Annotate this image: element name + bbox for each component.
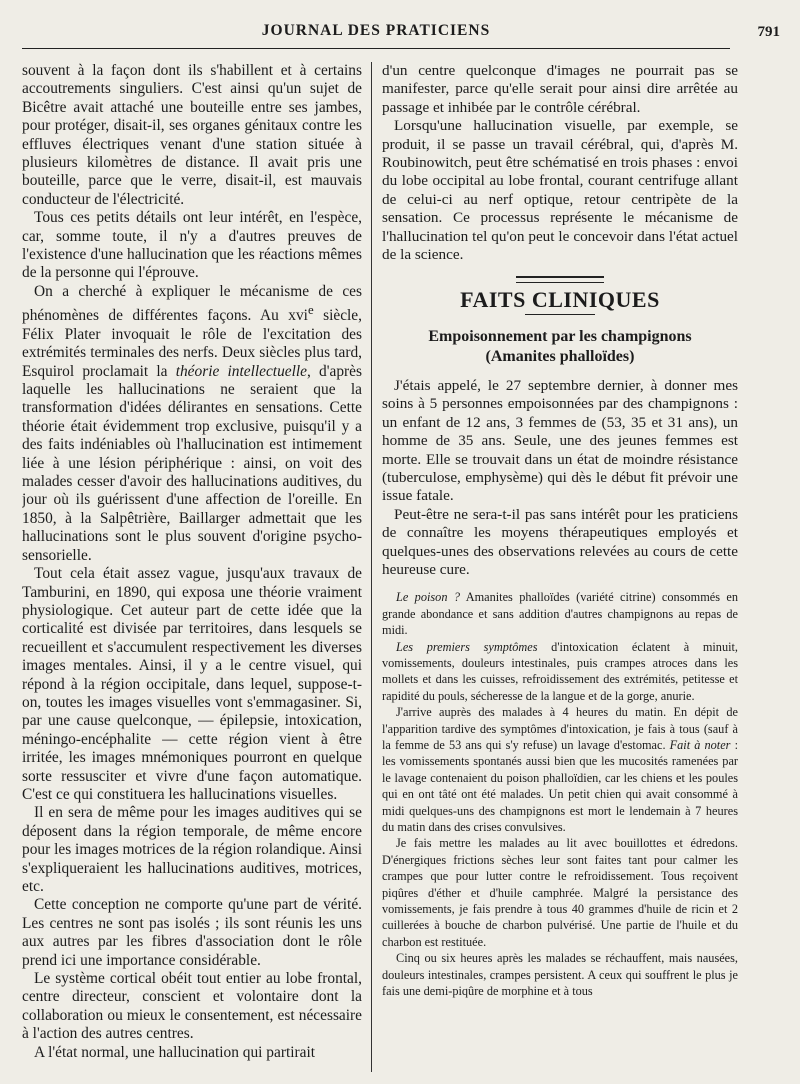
observation-paragraph <box>382 589 738 638</box>
text-run: Amanites phalloïdes (variété citrine) consommés en grande abondance et sans addition d'autres champignons au repas de midi. <box>382 590 738 638</box>
article-title <box>382 327 738 367</box>
text-run: : les vomissements spontanés aussi bien que les mucosités ramenées par le lavage contenaient du poison phalloïdien, car les chiens et les poules qui en ont tâté ont été malades. Un petit chien qui avait consommé à midi quelques-uns des champignons est mort le lendemain à 7 heures du matin dans des crises convulsives. <box>382 738 738 835</box>
page-header <box>22 18 780 49</box>
italic-term: Fait à noter <box>669 738 731 752</box>
right-column <box>382 62 738 1072</box>
column-divider <box>371 62 372 1072</box>
paragraph: Tous ces petits détails ont leur intérêt, en l'espèce, car, somme toute, il n'y a d'autres preuves de l'existence d'une hallucination que les réactions mêmes de la personne qui l'éprouve. <box>22 209 362 282</box>
paragraph <box>22 283 362 565</box>
text-run: , d'après laquelle les hallucinations ne seraient que la transformation d'idées délirantes en sensations. Cette théorie était évidemment trop exclusive, puisqu'il y a des faits indéniables où l'hallucination est intimement liée à une lésion périphérique : ainsi, on voit des malades cesser d'avoir des hallucinations auditives, du jour où ils guérissent d'une affection de l'oreille. En 1850, à la Salpêtrière, Baillarger admettait que les hallucinations sont le plus souvent d'origine psycho-sensorielle. <box>22 362 362 564</box>
text-run: On a cherché à expliquer le mécanisme de ces phénomènes de différentes façons. Au xvi <box>22 282 362 325</box>
article-subtitle: (Amanites phalloïdes) <box>485 347 635 365</box>
section-underline <box>525 314 595 315</box>
text-run: siècle, Félix Plater invoquait le rôle de l'excitation des extrémités terminales des nerfs. Deux siècles plus tard, Esquirol proclamait la <box>22 307 362 380</box>
article-title-line: Empoisonnement par les champignons <box>428 327 692 345</box>
text-run: d'intoxication éclatent à minuit, vomissements, douleurs intestinales, puis crampes atroces dans les mollets et dans les cuisses, refroidissement des extrémités, petitesse et rapidité du pouls, sécheresse de la langue et de la gorge, anurie. <box>382 639 738 703</box>
paragraph: souvent à la façon dont ils s'habillent et à certains accoutrements singuliers. C'est ainsi qu'un sujet de Bicêtre avait attaché une bouteille entre ses jambes, pour protéger, disait-il, ses organes génitaux contre les effluves électriques venant d'une station située à plusieurs kilomètres de distance. Il avait pris une bouteille, parce que le verre, disait-il, est mauvais conducteur de l'électricité. <box>22 62 362 208</box>
section-title: FAITS CLINIQUES <box>460 287 660 313</box>
observation-paragraph: Je fais mettre les malades au lit avec bouillottes et édredons. D'énergiques frictions sèches leur sont faites tant pour calmer les crampes que pour lutter contre le refroidissement. Tous reçoivent piqûres d'éther et d'huile camphrée. Malgré la persistance des vomissements, je fais prendre à tous 40 grammes d'huile de ricin et 2 cuillerées à bouche de charbon pulvérisé. Une partie de l'huile et du charbon est restituée. <box>382 836 738 949</box>
observation-paragraph <box>382 704 738 835</box>
italic-term: théorie intellectuelle <box>175 362 307 380</box>
paragraph: Le système cortical obéit tout entier au lobe frontal, centre directeur, conscient et volontaire dont la collaboration ou mieux le consentement, est nécessaire à l'action des autres centres. <box>22 970 362 1043</box>
observation-paragraph: Cinq ou six heures après les malades se réchauffent, mais nausées, douleurs intestinales, crampes persistent. A ceux qui souffrent le plus je fais une demi-piqûre de morphine et à tous <box>382 951 738 999</box>
paragraph: J'étais appelé, le 27 septembre dernier, à donner mes soins à 5 personnes empoisonnées par des champignons : un enfant de 12 ans, 3 femmes de (53, 35 et 31 ans), un homme de 35 ans. Seule, une des jeunes femmes est morte. Elle se trouvait dans un état de moindre résistance (tuberculose, emphysème) qui dès le début fit prévoir une issue fatale. <box>382 376 738 505</box>
running-title: JOURNAL DES PRATICIENS <box>261 22 491 39</box>
observation-paragraph <box>382 639 738 705</box>
paragraph: Cette conception ne comporte qu'une part de vérité. Les centres ne sont pas isolés ; ils sont réunis les uns aux autres par les fibres d'association dont le rôle prend ici une importance considérable. <box>22 896 362 969</box>
text-run: J'arrive auprès des malades à 4 heures du matin. En dépit de l'apparition tardive des symptômes d'intoxication, je fais à tous (sauf à la femme de 53 ans qui s'y refuse) un lavage d'estomac. <box>382 705 738 752</box>
italic-term: Les premiers symptômes <box>396 639 538 654</box>
paragraph: Lorsqu'une hallucination visuelle, par exemple, se produit, il se passe un travail cérébral, qui, d'après M. Roubinowitch, peut être schématisé en trois phases : envoi du lobe occipital au lobe frontal, courant centrifuge allant de celui-ci au nerf optique, retour centripète de la sensation. Ce processus représente le mécanisme de l'hallucination tel qu'on peut le concevoir dans l'état actuel de la science. <box>382 117 738 264</box>
paragraph: Tout cela était assez vague, jusqu'aux travaux de Tamburini, en 1890, qui exposa une théorie vraiment physiologique. Cet auteur part de cette idée que la corticalité est divisée par territoires, dans lesquels se recueillent et s'accumulent respectivement les diverses images mentales. Ainsi, il y a le centre visuel, qui répond à la région occipitale, dans lequel, suppose-t-on, toutes les images visuelles vont s'emmagasiner. Si, par une cause quelconque, — épilepsie, intoxication, méningo-encéphalite — cette région vient à être irritée, les images mnémoniques pourront en quelque sorte ressusciter et vivre d'une façon automatique. C'est ce qui constituera les hallucinations visuelles. <box>22 565 362 803</box>
paragraph: d'un centre quelconque d'images ne pourrait pas se manifester, parce qu'elle serait pour ainsi dire arrêtée au passage et inhibée par le contrôle cérébral. <box>382 62 738 116</box>
superscript: e <box>307 303 314 318</box>
observations <box>382 589 738 999</box>
paragraph: Il en sera de même pour les images auditives qui se déposent dans la région temporale, de même encore pour les images motrices de la région rolandique. Ainsi s'expliqueraient les hallucinations auditives, motrices, etc. <box>22 804 362 895</box>
section-rule <box>516 276 604 283</box>
page-number: 791 <box>757 24 780 40</box>
paragraph: A l'état normal, une hallucination qui partirait <box>34 1043 316 1061</box>
left-column <box>22 62 362 1072</box>
paragraph: Peut-être ne sera-t-il pas sans intérêt pour les praticiens de connaître les moyens thérapeutiques employés et quelques-unes des observations relevées au cours de cette heureuse cure. <box>382 505 738 578</box>
italic-term: Le poison ? <box>396 590 460 605</box>
